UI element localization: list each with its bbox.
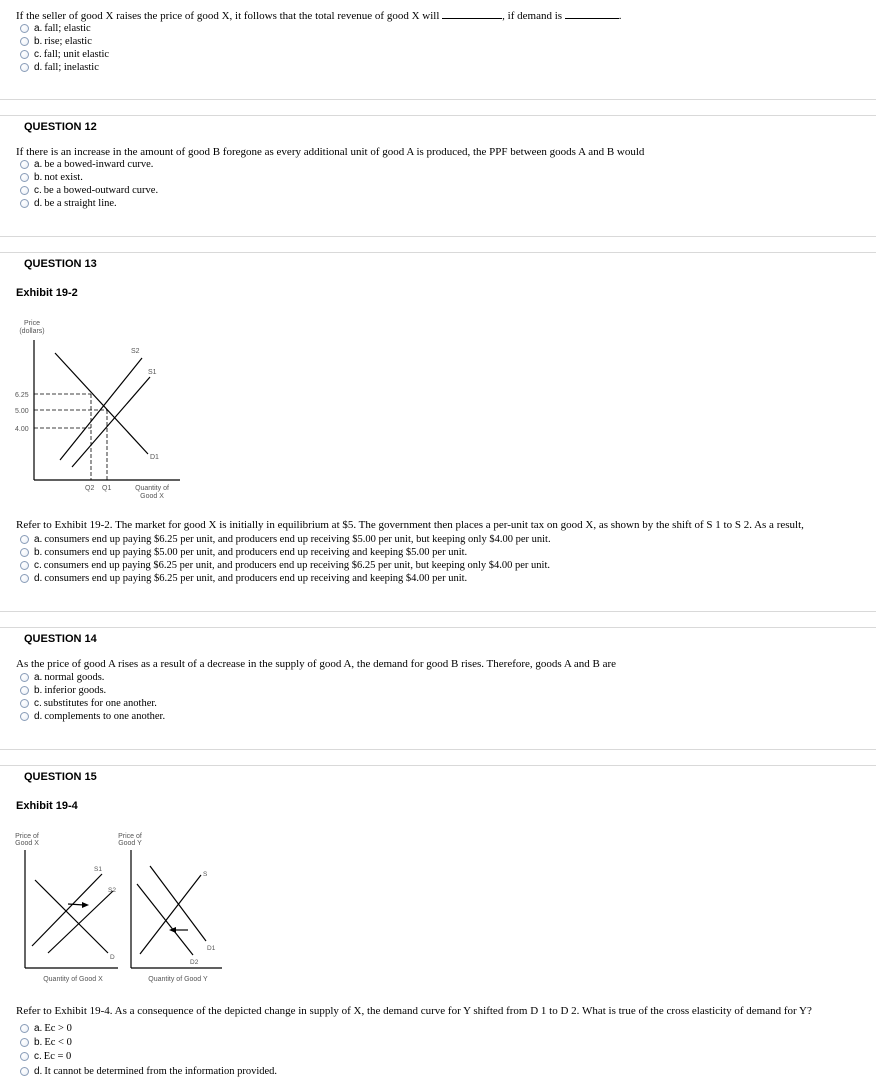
option-letter: d.	[34, 198, 43, 209]
left-label-s1: S1	[94, 866, 102, 873]
question-11-text-c: .	[618, 10, 622, 22]
radio-button[interactable]	[20, 1038, 29, 1047]
q11-option-b[interactable]	[20, 35, 92, 48]
option-text: complements to one another.	[44, 711, 166, 722]
option-letter: d.	[34, 573, 43, 584]
question-14-title: QUESTION 14	[24, 633, 97, 645]
q12-option-a[interactable]	[20, 158, 153, 171]
right-y-axis-label-2: Good Y	[118, 840, 142, 847]
question-11-text-a: If the seller of good X raises the price of good X, it follows that the total revenue of good X will	[16, 10, 440, 22]
question-14-text: As the price of good A rises as a result of a decrease in the supply of good A, the demand for good B rises. Therefore, goods A and B are	[16, 658, 617, 670]
option-letter: c.	[34, 49, 42, 60]
label-q1: Q1	[102, 485, 112, 492]
option-text: It cannot be determined from the information provided.	[44, 1066, 278, 1077]
x-axis-label-1: Quantity of	[135, 485, 169, 492]
label-s1: S1	[148, 369, 157, 376]
option-text: consumers end up paying $6.25 per unit, and producers end up receiving $5.00 per unit, but keeping only $4.00 per unit.	[44, 534, 551, 545]
q12-option-c[interactable]	[20, 184, 158, 197]
right-label-d2: D2	[190, 959, 199, 966]
option-letter: b.	[34, 685, 43, 696]
left-demand-curve-d	[35, 880, 108, 953]
blank-1	[442, 9, 502, 19]
option-letter: b.	[34, 547, 43, 558]
radio-button[interactable]	[20, 199, 29, 208]
option-letter: a.	[34, 534, 43, 545]
question-12-text: If there is an increase in the amount of good B foregone as every additional unit of good A is produced, the PPF between goods A and B would	[16, 146, 645, 158]
q15-option-c[interactable]	[20, 1050, 71, 1063]
left-x-axis-label: Quantity of Good X	[43, 976, 103, 983]
q15-option-d[interactable]	[20, 1065, 277, 1078]
exhibit-19-4-graphs	[0, 828, 230, 988]
radio-button[interactable]	[20, 712, 29, 721]
option-text: inferior goods.	[44, 685, 107, 696]
radio-button[interactable]	[20, 1067, 29, 1076]
option-text: consumers end up paying $6.25 per unit, and producers end up receiving and keeping $4.00 per unit.	[44, 573, 468, 584]
right-supply-curve-s	[140, 875, 201, 954]
option-text: not exist.	[44, 172, 83, 183]
option-letter: d.	[34, 711, 43, 722]
q13-option-b[interactable]	[20, 546, 467, 559]
option-text: fall; unit elastic	[43, 49, 110, 60]
divider	[0, 749, 876, 750]
label-d1: D1	[150, 454, 159, 461]
question-11-text-b: , if demand is	[502, 10, 563, 22]
option-letter: b.	[34, 172, 43, 183]
option-text: be a bowed-inward curve.	[44, 159, 154, 170]
question-13-title: QUESTION 13	[24, 258, 97, 270]
q11-option-a[interactable]	[20, 22, 91, 35]
option-letter: c.	[34, 1051, 42, 1062]
divider	[0, 252, 876, 253]
y-axis-label-2: (dollars)	[19, 328, 45, 335]
option-text: substitutes for one another.	[43, 698, 157, 709]
option-letter: d.	[34, 62, 43, 73]
divider	[0, 627, 876, 628]
radio-button[interactable]	[20, 24, 29, 33]
exhibit-19-4-title: Exhibit 19-4	[16, 800, 78, 812]
divider	[0, 765, 876, 766]
q11-option-d[interactable]	[20, 61, 99, 74]
right-y-axis-label-1: Price of	[118, 833, 142, 840]
radio-button[interactable]	[20, 37, 29, 46]
divider	[0, 99, 876, 100]
option-text: Ec < 0	[44, 1037, 72, 1048]
question-11-stem	[16, 9, 622, 23]
label-q2: Q2	[85, 485, 95, 492]
option-letter: a.	[34, 1023, 43, 1034]
q14-option-b[interactable]	[20, 684, 106, 697]
option-text: consumers end up paying $5.00 per unit, and producers end up receiving and keeping $5.00 per unit.	[44, 547, 468, 558]
option-text: fall; elastic	[44, 23, 91, 34]
left-arrow-icon	[169, 927, 176, 933]
option-text: fall; inelastic	[44, 62, 99, 73]
tick-label-5.00: 5.00	[15, 408, 29, 415]
left-y-axis-label-1: Price of	[15, 833, 39, 840]
option-letter: c.	[34, 698, 42, 709]
left-shift-arrow-line	[68, 904, 84, 905]
right-x-axis-label: Quantity of Good Y	[148, 976, 208, 983]
left-supply-curve-s2	[48, 891, 113, 953]
exhibit-19-2-graph	[0, 315, 200, 505]
q13-option-d[interactable]	[20, 572, 467, 585]
tick-label-4.00: 4.00	[15, 426, 29, 433]
q12-option-d[interactable]	[20, 197, 117, 210]
radio-button[interactable]	[20, 561, 29, 570]
question-12-title: QUESTION 12	[24, 121, 97, 133]
label-s2: S2	[131, 348, 140, 355]
radio-button[interactable]	[20, 63, 29, 72]
q14-option-a[interactable]	[20, 671, 104, 684]
right-label-s: S	[203, 871, 208, 878]
divider	[0, 236, 876, 237]
tick-label-6.25: 6.25	[15, 392, 29, 399]
radio-button[interactable]	[20, 1024, 29, 1033]
supply-curve-s1	[72, 377, 150, 467]
option-text: rise; elastic	[44, 36, 92, 47]
y-axis-label-1: Price	[24, 320, 40, 327]
question-13-text: Refer to Exhibit 19-2. The market for good X is initially in equilibrium at $5. The government then places a per-unit tax on good X, as shown by the shift of S 1 to S 2. As a result,	[16, 519, 804, 531]
supply-curve-s2	[60, 358, 142, 460]
option-letter: b.	[34, 1037, 43, 1048]
option-text: be a bowed-outward curve.	[43, 185, 159, 196]
q13-option-a[interactable]	[20, 533, 551, 546]
option-letter: a.	[34, 23, 43, 34]
radio-button[interactable]	[20, 535, 29, 544]
option-letter: a.	[34, 159, 43, 170]
radio-button[interactable]	[20, 574, 29, 583]
question-15-text: Refer to Exhibit 19-4. As a consequence of the depicted change in supply of X, the demand curve for Y shifted from D 1 to D 2. What is true of the cross elasticity of demand for Y?	[16, 1005, 812, 1017]
radio-button[interactable]	[20, 186, 29, 195]
left-y-axis-label-2: Good X	[15, 840, 39, 847]
radio-button[interactable]	[20, 173, 29, 182]
radio-button[interactable]	[20, 160, 29, 169]
option-text: Ec = 0	[43, 1051, 72, 1062]
divider	[0, 611, 876, 612]
right-arrow-icon	[82, 902, 89, 908]
option-letter: a.	[34, 672, 43, 683]
right-demand-curve-d2	[137, 884, 193, 955]
option-text: consumers end up paying $6.25 per unit, and producers end up receiving $6.25 per unit, but keeping only $4.00 per unit.	[43, 560, 551, 571]
q15-option-b[interactable]	[20, 1036, 72, 1049]
option-letter: c.	[34, 185, 42, 196]
radio-button[interactable]	[20, 1052, 29, 1061]
right-label-d1: D1	[207, 945, 216, 952]
exhibit-19-2-title: Exhibit 19-2	[16, 287, 78, 299]
x-axis-label-2: Good X	[140, 493, 164, 500]
option-letter: d.	[34, 1066, 43, 1077]
q11-option-c[interactable]	[20, 48, 109, 61]
radio-button[interactable]	[20, 686, 29, 695]
q14-option-c[interactable]	[20, 697, 157, 710]
divider	[0, 115, 876, 116]
option-text: Ec > 0	[44, 1023, 72, 1034]
q15-option-a[interactable]	[20, 1022, 72, 1035]
option-letter: b.	[34, 36, 43, 47]
blank-2	[565, 9, 619, 19]
option-letter: c.	[34, 560, 42, 571]
radio-button[interactable]	[20, 50, 29, 59]
radio-button[interactable]	[20, 673, 29, 682]
question-15-title: QUESTION 15	[24, 771, 97, 783]
left-label-s2: S2	[108, 887, 116, 894]
q13-option-c[interactable]	[20, 559, 550, 572]
radio-button[interactable]	[20, 699, 29, 708]
left-label-d: D	[110, 954, 115, 961]
radio-button[interactable]	[20, 548, 29, 557]
q14-option-d[interactable]	[20, 710, 165, 723]
option-text: be a straight line.	[44, 198, 117, 209]
q12-option-b[interactable]	[20, 171, 83, 184]
option-text: normal goods.	[44, 672, 105, 683]
